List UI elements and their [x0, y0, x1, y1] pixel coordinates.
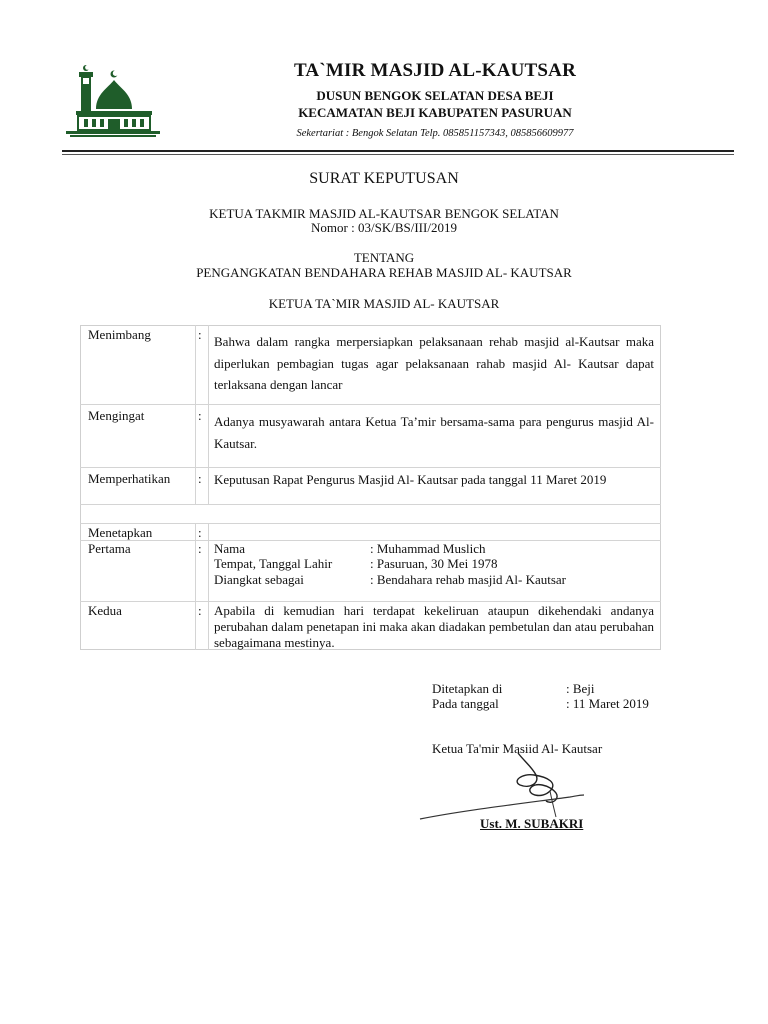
- organization-title: TA`MIR MASJID AL-KAUTSAR: [293, 60, 577, 81]
- menetapkan-colon: :: [198, 525, 202, 540]
- menimbang-colon: :: [198, 327, 202, 342]
- pertama-label: Pertama: [88, 541, 131, 556]
- place-value: : Beji: [566, 681, 595, 696]
- table-divider: [80, 404, 661, 405]
- appointed-as-value: : Bendahara rehab masjid Al- Kautsar: [370, 572, 567, 587]
- table-column-rule: [195, 325, 196, 505]
- birth-place-date-value: : Pasuruan, 30 Mei 1978: [370, 556, 498, 571]
- kedua-text: Apabila di kemudian hari terdapat kekeliruan ataupun dikehendaki andanya perubahan dalam penetapan ini maka akan diadakan pembetulan dan atau perubahan sebagaimana mestinya.: [214, 603, 654, 650]
- decree-subject: PENGANGKATAN BENDAHARA REHAB MASJID AL- KAUTSAR: [196, 265, 572, 280]
- document-title: SURAT KEPUTUSAN: [309, 170, 459, 187]
- table-divider: [80, 601, 661, 602]
- appointee-name-key: Nama: [214, 541, 246, 556]
- birth-place-date-key: Tempat, Tanggal Lahir: [214, 556, 333, 571]
- mosque-logo-icon: [64, 64, 162, 140]
- header-rule-thin: [62, 154, 734, 155]
- pertama-colon: :: [198, 541, 202, 556]
- table-column-rule: [208, 325, 209, 505]
- date-label: Pada tanggal: [432, 696, 499, 711]
- kedua-colon: :: [198, 603, 202, 618]
- about-label: TENTANG: [353, 250, 415, 265]
- table-divider: [80, 523, 661, 524]
- table-column-rule: [208, 523, 209, 650]
- menetapkan-label: Menetapkan: [88, 525, 153, 540]
- decree-number: Nomor : 03/SK/BS/III/2019: [311, 220, 457, 235]
- place-label: Ditetapkan di: [432, 681, 503, 696]
- mengingat-label: Mengingat: [88, 408, 145, 423]
- handwritten-signature: [400, 745, 600, 825]
- issuer-line: KETUA TAKMIR MASJID AL-KAUTSAR BENGOK SELATAN: [209, 206, 559, 221]
- signer-role: Ketua Ta'mir Masiid Al- Kautsar: [432, 741, 603, 756]
- signer-name: Ust. M. SUBAKRI: [480, 816, 584, 831]
- menimbang-text: Bahwa dalam rangka merpersiapkan pelaksanaan rehab masjid al-Kautsar maka diperlukan pembagian tugas agar pelaksanaan rahab masjid Al- Kautsar dapat terlaksana dengan lancar: [214, 334, 654, 392]
- appointee-name-value: : Muhammad Muslich: [370, 541, 486, 556]
- table-column-rule: [195, 523, 196, 650]
- kedua-label: Kedua: [88, 603, 122, 618]
- decree-authority: KETUA TA`MIR MASJID AL- KAUTSAR: [268, 296, 500, 311]
- table-divider: [80, 467, 661, 468]
- memperhatikan-label: Memperhatikan: [88, 471, 171, 486]
- table-divider: [80, 504, 661, 505]
- memperhatikan-text: Keputusan Rapat Pengurus Masjid Al- Kautsar pada tanggal 11 Maret 2019: [214, 472, 607, 487]
- mengingat-text: Adanya musyawarah antara Ketua Ta’mir bersama-sama para pengurus masjid Al- Kautsar.: [214, 414, 654, 451]
- menimbang-label: Menimbang: [88, 327, 151, 342]
- header-rule-thick: [62, 150, 734, 152]
- address-line-2: KECAMATAN BEJI KABUPATEN PASURUAN: [298, 105, 572, 120]
- address-line-1: DUSUN BENGOK SELATAN DESA BEJI: [316, 88, 554, 103]
- memperhatikan-colon: :: [198, 471, 202, 486]
- appointed-as-key: Diangkat sebagai: [214, 572, 304, 587]
- secretariat-contact: Sekertariat : Bengok Selatan Telp. 085851157343, 085856609977: [296, 128, 574, 139]
- mengingat-colon: :: [198, 408, 202, 423]
- date-value: : 11 Maret 2019: [566, 696, 649, 711]
